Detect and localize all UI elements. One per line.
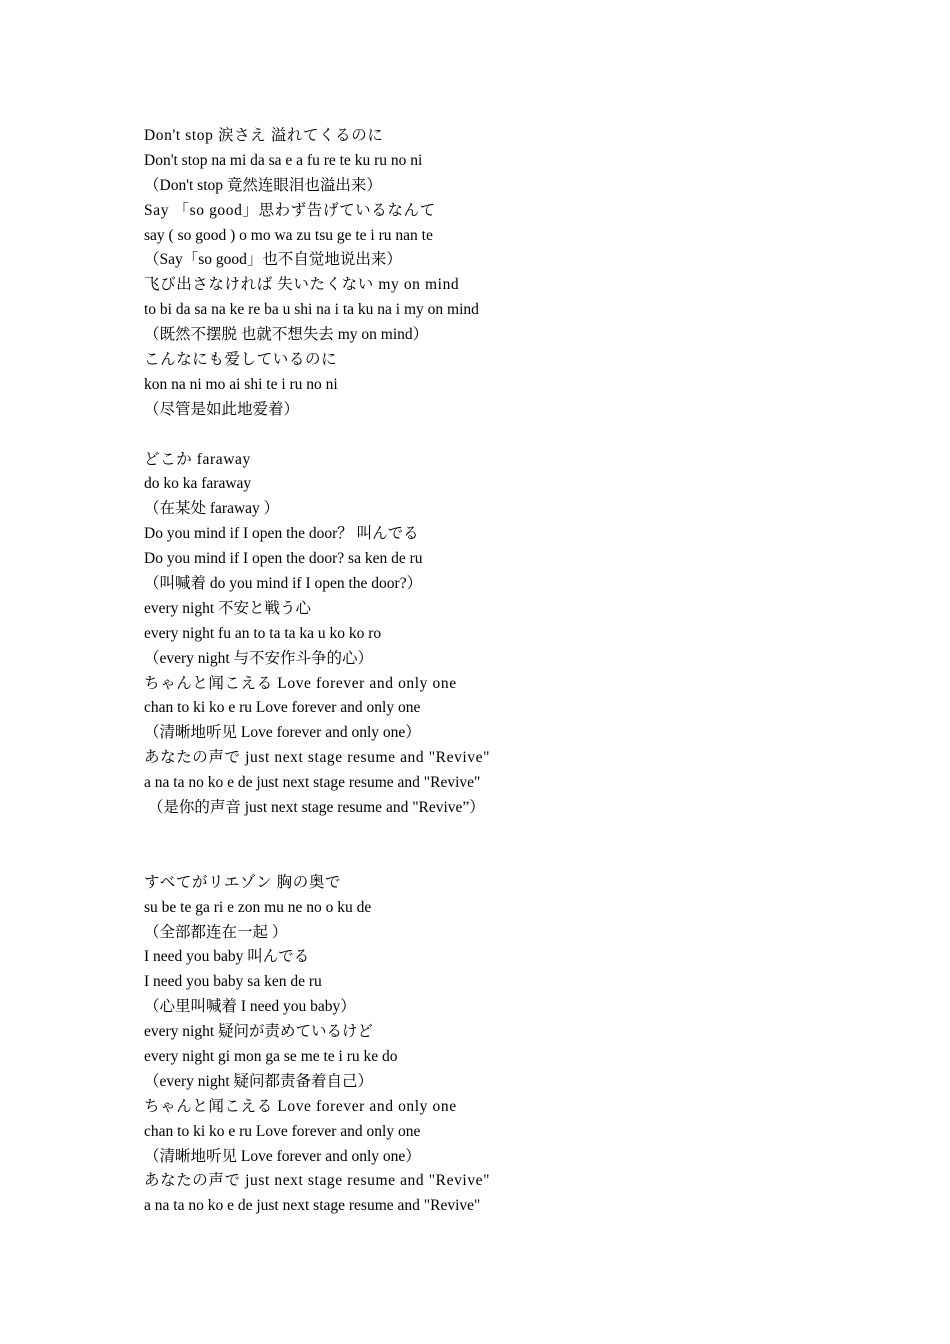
lyric-line: Don't stop 涙さえ 溢れてくるのに <box>144 127 384 144</box>
lyric-line: ちゃんと闻こえる Love forever and only one <box>144 1097 457 1115</box>
lyric-line: Do you mind if I open the door？ 叫んでる <box>144 525 419 543</box>
lyric-line: su be te ga ri e zon mu ne no o ku de <box>144 898 372 916</box>
lyric-line: a na ta no ko e de just next stage resume and "Revive" <box>144 1197 481 1215</box>
stanza-spacer <box>144 423 844 448</box>
lyric-line: 飞び出さなければ 失いたくない my on mind <box>144 276 460 294</box>
lyric-line: every night gi mon ga se me te i ru ke do <box>144 1047 398 1065</box>
stanza-1 <box>144 124 844 423</box>
lyric-line: （every night 疑问都责备着自己） <box>144 1072 374 1090</box>
lyric-line: every night 疑问が责めているけど <box>144 1023 374 1041</box>
lyric-line: kon na ni mo ai shi te i ru no ni <box>144 375 338 393</box>
stanza-2 <box>144 448 844 821</box>
lyric-line: （Say「so good」也不自觉地说出来） <box>144 251 402 269</box>
lyric-line: （尽管是如此地爱着） <box>144 400 300 418</box>
lyric-line: どこか faraway <box>144 450 251 468</box>
lyric-line: Say 「so good」思わず告げているなんて <box>144 201 436 219</box>
lyric-line: あなたの声で just next stage resume and "Revive" <box>144 1172 491 1190</box>
stanza-3 <box>144 871 844 1219</box>
lyric-line: Don't stop na mi da sa e a fu re te ku ru no ni <box>144 151 423 169</box>
lyric-line: （既然不摆脱 也就不想失去 my on mind） <box>144 326 429 344</box>
lyric-line: every night fu an to ta ta ka u ko ko ro <box>144 624 382 642</box>
stanza-spacer <box>144 821 844 871</box>
lyric-line: to bi da sa na ke re ba u shi na i ta ku na i my on mind <box>144 301 479 319</box>
lyric-line: すべてがリエゾン 胸の奥で <box>144 873 342 891</box>
lyrics-body <box>144 124 844 1219</box>
lyric-line: chan to ki ko e ru Love forever and only one <box>144 699 421 717</box>
lyric-line: （是你的声音 just next stage resume and "Revive”） <box>144 799 485 817</box>
lyric-line: a na ta no ko e de just next stage resume and "Revive" <box>144 774 481 792</box>
lyric-line: I need you baby 叫んでる <box>144 948 310 966</box>
lyric-line: ちゃんと闻こえる Love forever and only one <box>144 674 457 692</box>
lyric-line: あなたの声で just next stage resume and "Revive" <box>144 749 491 767</box>
lyric-line: （全部都连在一起 ） <box>144 923 288 941</box>
lyric-line: （Don't stop 竟然连眼泪也溢出来） <box>144 176 382 194</box>
lyric-line: （清晰地听见 Love forever and only one） <box>144 1147 421 1165</box>
lyric-line: （叫喊着 do you mind if I open the door?） <box>144 575 423 593</box>
lyric-line: （清晰地听见 Love forever and only one） <box>144 724 421 742</box>
lyric-line: chan to ki ko e ru Love forever and only one <box>144 1122 421 1140</box>
lyric-line: say ( so good ) o mo wa zu tsu ge te i ru nan te <box>144 226 433 244</box>
lyric-line: こんなにも爱しているのに <box>144 351 338 369</box>
lyric-line: （every night 与不安作斗争的心） <box>144 649 374 667</box>
lyric-line: Do you mind if I open the door? sa ken de ru <box>144 550 423 568</box>
lyric-line: （在某处 faraway ） <box>144 500 280 518</box>
lyric-line: do ko ka faraway <box>144 475 252 493</box>
lyric-line: I need you baby sa ken de ru <box>144 973 322 991</box>
lyric-line: （心里叫喊着 I need you baby） <box>144 998 356 1016</box>
lyric-line: every night 不安と戦う心 <box>144 599 312 617</box>
